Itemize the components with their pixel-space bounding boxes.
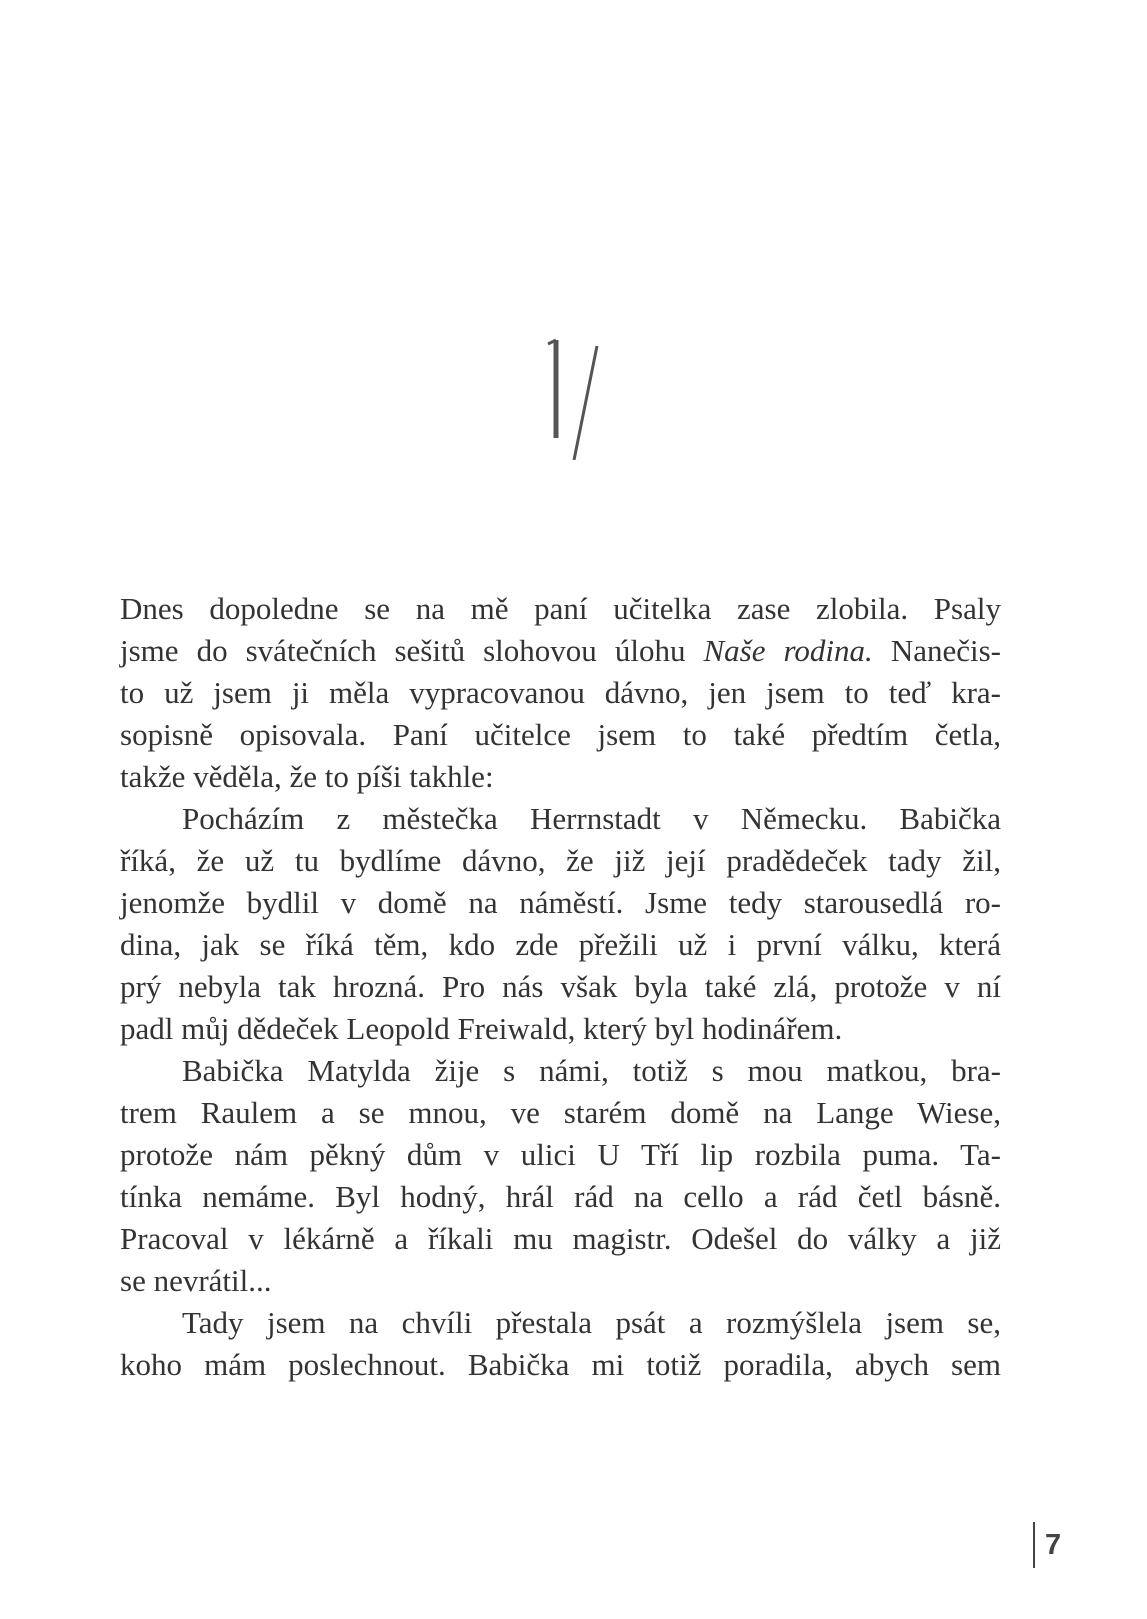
text-line [120, 630, 1001, 672]
text-line: Babička Matylda žije s námi, totiž s mou matkou, bra- [182, 1053, 1001, 1088]
folio-divider [1033, 1522, 1035, 1568]
text-line: Pocházím z městečka Herrnstadt v Německu. Babička [182, 801, 1001, 836]
page-number-block [1033, 1520, 1061, 1570]
chapter-body [120, 588, 1001, 1386]
text-line: Pracoval v lékárně a říkali mu magistr. Odešel do války a již [120, 1221, 1001, 1256]
text-line: Dnes dopoledne se na mě paní učitelka zase zlobila. Psaly [120, 591, 1001, 626]
text-segment: Nanečis- [872, 633, 1001, 668]
text-line: trem Raulem a se mnou, ve starém domě na Lange Wiese, [120, 1095, 1001, 1130]
text-line: padl můj dědeček Leopold Freiwald, který byl hodinářem. [120, 1011, 843, 1046]
text-line: prý nebyla tak hrozná. Pro nás však byla také zlá, protože v ní [120, 969, 1001, 1004]
text-line: takže věděla, že to píši takhle: [120, 759, 494, 794]
chapter-number-glyph [534, 330, 614, 460]
text-line: říká, že už tu bydlíme dávno, že již její pradědeček tady žil, [120, 843, 1001, 878]
chapter-number [0, 330, 1147, 490]
page-number: 7 [1045, 1528, 1062, 1561]
text-line: dina, jak se říká těm, kdo zde přežili už i první válku, která [120, 927, 1001, 962]
text-line: tínka nemáme. Byl hodný, hrál rád na cello a rád četl básně. [120, 1179, 1001, 1214]
italic-title: Naše rodina. [703, 633, 873, 668]
text-line: to už jsem ji měla vypracovanou dávno, jen jsem to teď kra- [120, 675, 1001, 710]
text-line: jenomže bydlil v domě na náměstí. Jsme tedy starousedlá ro- [120, 885, 1001, 920]
text-line: protože nám pěkný dům v ulici U Tří lip rozbila puma. Ta- [120, 1137, 1001, 1172]
text-segment: jsme do svátečních sešitů slohovou úlohu [120, 633, 704, 668]
text-line: sopisně opisovala. Paní učitelce jsem to také předtím četla, [120, 717, 1001, 752]
text-line: koho mám poslechnout. Babička mi totiž poradila, abych sem [120, 1347, 1001, 1382]
text-line: se nevrátil... [120, 1263, 272, 1298]
text-line: Tady jsem na chvíli přestala psát a rozmýšlela jsem se, [182, 1305, 1001, 1340]
